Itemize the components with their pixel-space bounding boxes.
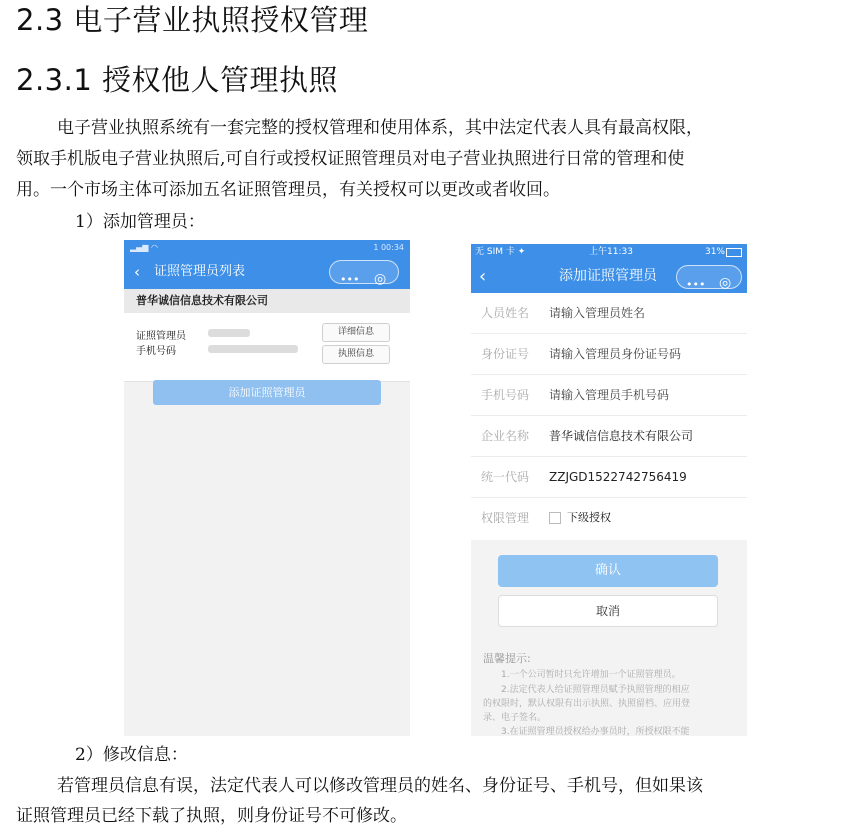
confirm-button[interactable]: 确认 <box>498 555 718 587</box>
field-phone-row[interactable] <box>471 375 747 416</box>
paragraph-line: 领取手机版电子营业执照后,可自行或授权证照管理员对电子营业执照进行日常的管理和使 <box>16 149 685 169</box>
tip-line: 录、电子签名。 <box>483 713 547 723</box>
nav-title: 证照管理员列表 <box>154 264 246 279</box>
status-time: 1 00:34 <box>373 243 404 252</box>
tip-line: 3.在证照管理员授权给办事员时，所授权限不能 <box>501 727 690 736</box>
checkbox-label: 下级授权 <box>567 511 611 524</box>
step-label-add-admin: 1）添加管理员： <box>75 212 205 232</box>
field-label: 手机号码 <box>481 388 530 402</box>
unified-code-value: ZZJGD1522742756419 <box>549 470 687 484</box>
tip-line: 的权限时，默认权限有出示执照、执照留档、应用登 <box>483 699 691 709</box>
chevron-left-icon[interactable]: ‹ <box>134 263 140 281</box>
nav-title: 添加证照管理员 <box>559 268 657 284</box>
phone-screenshot-admin-list <box>124 240 410 736</box>
redacted-phone <box>208 345 298 353</box>
id-number-input[interactable]: 请输入管理员身份证号码 <box>549 347 682 361</box>
battery-icon <box>726 248 742 257</box>
field-company-row <box>471 416 747 457</box>
admin-card <box>124 313 410 382</box>
field-name-row[interactable] <box>471 293 747 334</box>
chevron-left-icon[interactable]: ‹ <box>479 266 487 287</box>
company-name: 普华诚信信息技术有限公司 <box>124 289 410 313</box>
more-icon[interactable]: ••• <box>340 273 360 286</box>
nav-bar <box>471 260 747 293</box>
add-admin-button[interactable]: 添加证照管理员 <box>153 380 381 405</box>
admin-label: 证照管理员 <box>136 331 186 342</box>
cancel-button[interactable]: 取消 <box>498 595 718 627</box>
company-value: 普华诚信信息技术有限公司 <box>549 429 694 443</box>
target-icon[interactable]: ◎ <box>374 271 387 287</box>
status-bar <box>124 240 410 255</box>
step-label-edit-info: 2）修改信息： <box>75 745 188 765</box>
battery-percent: 31% <box>704 247 725 257</box>
status-time: 上午11:33 <box>589 247 633 257</box>
paragraph-line: 电子营业执照系统有一套完整的授权管理和使用体系，其中法定代表人具有最高权限， <box>57 118 703 138</box>
nav-bar <box>124 255 410 289</box>
status-bar <box>471 244 747 260</box>
field-label: 权限管理 <box>481 511 530 525</box>
detail-info-button[interactable]: 详细信息 <box>322 323 390 342</box>
field-code-row <box>471 457 747 498</box>
field-label: 身份证号 <box>481 347 530 361</box>
phone-input[interactable]: 请输入管理员手机号码 <box>549 388 670 402</box>
target-icon[interactable]: ◎ <box>719 275 732 291</box>
field-label: 统一代码 <box>481 470 530 484</box>
paragraph-line: 证照管理员已经下载了执照，则身份证号不可修改。 <box>16 806 407 826</box>
tips-title: 温馨提示: <box>483 652 531 665</box>
section-heading-2-3-1: 2.3.1 授权他人管理执照 <box>16 63 339 97</box>
redacted-name <box>208 329 250 337</box>
mini-program-capsule <box>676 265 742 289</box>
sub-authorization-checkbox[interactable] <box>549 512 561 524</box>
phone-screenshot-add-admin <box>471 244 747 736</box>
tip-line: 2.法定代表人给证照管理员赋予执照管理的相应 <box>501 685 690 695</box>
carrier: 无 SIM 卡 ✦ <box>475 247 526 257</box>
field-label: 企业名称 <box>481 429 530 443</box>
paragraph-line: 若管理员信息有误，法定代表人可以修改管理员的姓名、身份证号、手机号，但如果该 <box>57 776 703 796</box>
phone-label: 手机号码 <box>136 346 176 357</box>
field-label: 人员姓名 <box>481 306 530 320</box>
field-id-row[interactable] <box>471 334 747 375</box>
paragraph-line: 用。一个市场主体可添加五名证照管理员，有关授权可以更改或者收回。 <box>16 180 560 200</box>
add-admin-form <box>471 293 747 540</box>
mini-program-capsule <box>329 260 399 287</box>
field-permission-row <box>471 498 747 538</box>
name-input[interactable]: 请输入管理员姓名 <box>549 306 646 320</box>
license-info-button[interactable]: 执照信息 <box>322 345 390 364</box>
section-heading-2-3: 2.3 电子营业执照授权管理 <box>16 3 369 37</box>
more-icon[interactable]: ••• <box>686 278 706 291</box>
signal-icon: ▂▄▆ ◠ <box>130 243 158 252</box>
tip-line: 1.一个公司暂时只允许增加一个证照管理员。 <box>501 670 681 680</box>
